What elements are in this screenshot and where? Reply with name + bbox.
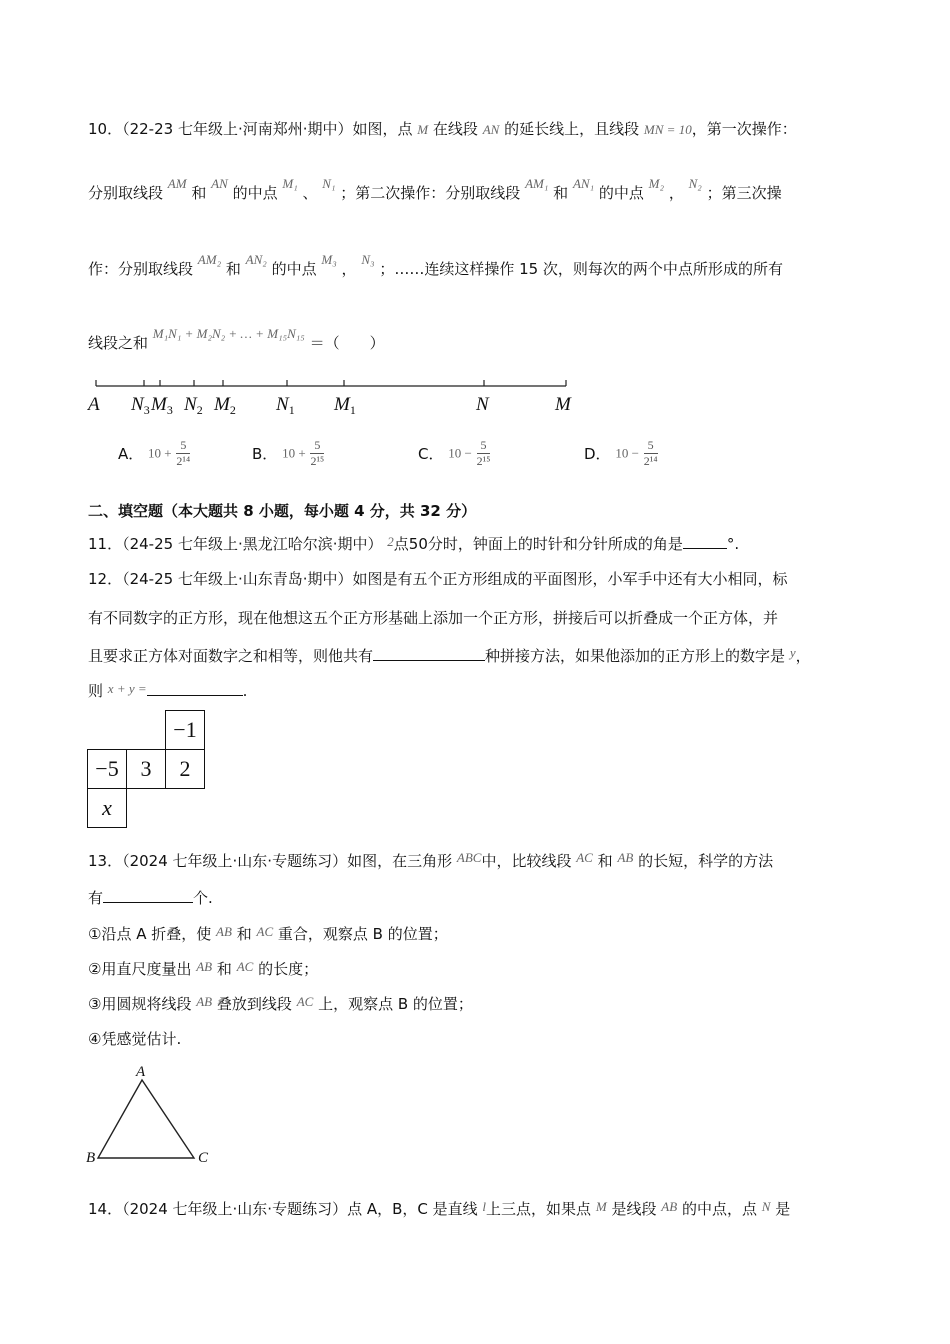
label-N2: $N_2$: [184, 394, 203, 417]
q13-item2: ②用直尺度量出 AB 和 AC 的长度；: [88, 959, 319, 978]
label-M3: $M_3$: [151, 394, 173, 417]
q11-line: 11．（24-25 七年级上·黑龙江哈尔滨·期中） 2点50分时，钟面上的时针和分针所成的角是 °.: [88, 534, 740, 553]
q10-line1: 10．（22-23 七年级上·河南郑州·期中）如图，点 M 在线段 AN 的延长线上，且线段 MN = 10，第一次操作：: [88, 120, 797, 138]
vertex-A: A: [136, 1064, 146, 1080]
net-cell-top: −1: [166, 711, 205, 750]
q12-cube-net: [87, 710, 205, 828]
q12-line1: 12．（24-25 七年级上·山东青岛·期中）如图是有五个正方形组成的平面图形，小军手中还有大小相同，标: [88, 570, 788, 588]
q12-line3: 且要求正方体对面数字之和相等，则他共有 种拼接方法，如果他添加的正方形上的数字是 y，: [88, 645, 811, 665]
q10-option-c[interactable]: C． 10 − $\frac{5}{\text{2¹⁵}}$: [418, 438, 491, 468]
section-2-title: 二、填空题（本大题共 8 小题，每小题 4 分，共 32 分）: [88, 502, 477, 520]
net-cell-r1: −5: [88, 750, 127, 789]
q12-line2: 有不同数字的正方形，现在他想这五个正方形基础上添加一个正方形，拼接后可以折叠成一个正方体，并: [88, 609, 779, 627]
q13-triangle-figure: [84, 1066, 224, 1170]
q10-line2: 分别取线段 AM 和 AN 的中点 M₁ 、 N₁ ；第二次操作：分别取线段 AM₁ 和 AN₁ 的中点 M₂ ， N₂ ；第三次操: [88, 176, 782, 202]
label-N1: $N_1$: [276, 394, 295, 417]
q13-item4: ④凭感觉估计.: [88, 1030, 182, 1048]
net-cell-r3: 2: [166, 750, 205, 789]
label-M1: $M_1$: [334, 394, 356, 417]
q12-answer-blank-1[interactable]: [373, 646, 485, 661]
q12-line4: 则 x + y = .: [88, 681, 248, 700]
q13-item3: ③用圆规将线段 AB 叠放到线段 AC 上，观察点 B 的位置；: [88, 994, 473, 1013]
q10-option-b[interactable]: B． 10 + $\frac{5}{\text{2¹⁵}}$: [252, 438, 325, 468]
q10-number-line-figure: [88, 378, 588, 418]
vertex-B: B: [86, 1150, 96, 1166]
label-M: M: [555, 394, 571, 415]
label-A: A: [88, 394, 100, 415]
q11-answer-blank[interactable]: [683, 534, 727, 549]
q10-option-a[interactable]: A． 10 + $\frac{5}{\text{2¹⁴}}$: [118, 438, 191, 468]
q13-line1: 13．（2024 七年级上·山东·专题练习）如图，在三角形 ABC中，比较线段 AC 和 AB 的长短，科学的方法: [88, 850, 774, 870]
net-cell-bottom: x: [88, 789, 127, 828]
q12-answer-blank-2[interactable]: [147, 681, 243, 696]
number-line: [88, 378, 588, 390]
q13-item1: ①沿点 A 折叠，使 AB 和 AC 重合，观察点 B 的位置；: [88, 924, 448, 943]
label-N: N: [476, 394, 489, 415]
q10-option-d[interactable]: D． 10 − $\frac{5}{\text{2¹⁴}}$: [584, 438, 658, 468]
q13-line2: 有 个.: [88, 889, 213, 907]
q10-line4: 线段之和 M₁N₁ + M₂N₂ + … + M₁₅N₁₅ ＝（ ）: [88, 326, 385, 352]
net-cell-r2: 3: [127, 750, 166, 789]
label-N3: $N_3$: [131, 394, 150, 417]
q13-answer-blank[interactable]: [103, 888, 193, 903]
q14-line1: 14．（2024 七年级上·山东·专题练习）点 A，B，C 是直线 l上三点，如果点 M 是线段 AB 的中点，点 N 是: [88, 1199, 791, 1218]
vertex-C: C: [198, 1150, 209, 1166]
q10-line3: 作：分别取线段 AM₂ 和 AN₂ 的中点 M₃ ， N₃ ；……连续这样操作 15 次，则每次的两个中点所形成的所有: [88, 252, 783, 278]
label-M2: $M_2$: [214, 394, 236, 417]
